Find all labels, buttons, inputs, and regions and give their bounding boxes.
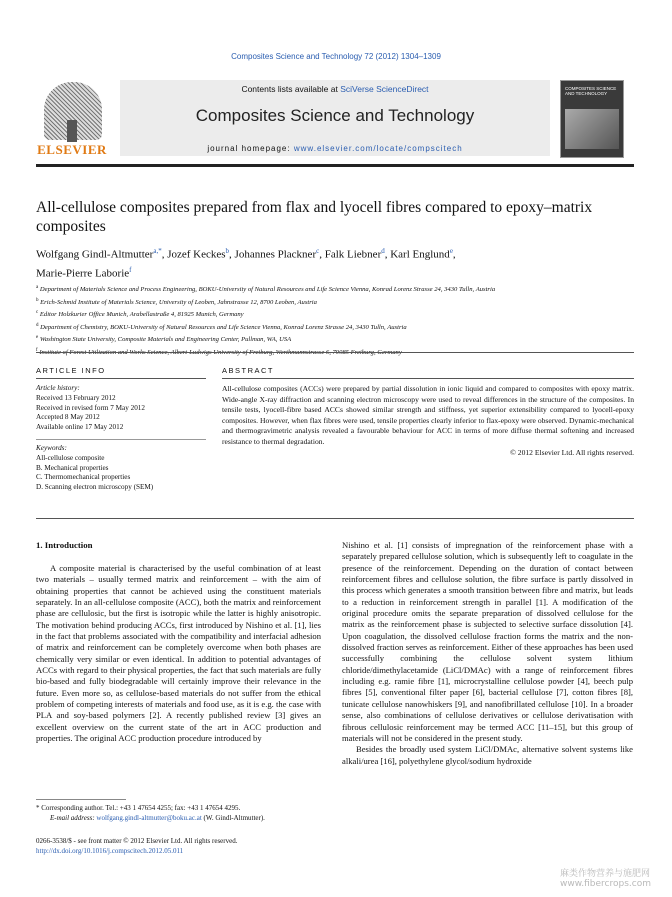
tree-trunk-icon: [67, 120, 77, 142]
body-paragraph: Besides the broadly used system LiCl/DMAc, alternative solvent systems like alkali/urea [16], polyethylene glycol/sodium hydroxide: [342, 744, 633, 766]
homepage-link[interactable]: www.elsevier.com/locate/compscitech: [293, 144, 463, 153]
contents-prefix: Contents lists available at: [241, 84, 338, 94]
contents-line: [120, 84, 550, 94]
footnote-divider: [36, 799, 126, 800]
info-divider: [36, 439, 206, 440]
abstract-copyright: © 2012 Elsevier Ltd. All rights reserved.: [510, 447, 634, 457]
masthead: [120, 80, 550, 156]
homepage-prefix: journal homepage:: [207, 144, 291, 153]
author-name: Falk Liebner: [324, 248, 382, 261]
author-affil-sup[interactable]: f: [129, 265, 132, 274]
affiliation-item: $^c$ Editor Holzkurier Office Munich, Arabellastraße 4, 81925 Munich, Germany: [36, 310, 244, 319]
author-name: Jozef Keckes: [167, 248, 226, 261]
author-name: Wolfgang Gindl-Altmutter: [36, 248, 154, 261]
affiliation-item: $^a$ Department of Materials Science and Process Engineering, BOKU-University of Natural Resources and Life Science Vienna, Konrad Lorenz Strasse 24, 3430 Tulln, Austria: [36, 285, 496, 294]
corresponding-author-note: * Corresponding author. Tel.: +43 1 47654 4255; fax: +43 1 47654 4295.: [36, 804, 241, 812]
author-name: Johannes Plackner: [234, 248, 317, 261]
article-info-heading: ARTICLE INFO: [36, 366, 106, 375]
article-info: [36, 384, 206, 493]
abstract-heading-divider: [222, 378, 634, 379]
affiliation-item: $^e$ Washington State University, Composite Materials and Engineering Center, Pullman, WA, USA: [36, 335, 292, 344]
author-affil-sup[interactable]: c: [316, 247, 320, 255]
author-name: Karl Englund: [390, 248, 450, 261]
abstract-text: All-cellulose composites (ACCs) were prepared by partial dissolution in ionic liquid and compared to composites with epoxy matrix. Wide-angle X-ray diffraction and scanning electron microscopy were used to reveal differences in the structure of the composites. In tensile tests, lyocell-fibre based ACCs showed similar strength and stiffness, yet superior extensibility compared to lyocell-epoxy composites. However, when flax fibres were used, tensile properties clearly inferior to flax-epoxy were observed. Dynamic-mechanical and thermogravimetric analysis revealed a favourable behaviour for ACC in terms of more diffuse thermal softening and increased resistance to thermal degradation.: [222, 384, 634, 446]
body-left-column: [36, 563, 321, 745]
affiliation-item: $^d$ Department of Chemistry, BOKU-University of Natural Resources and Life Science Vienna, Konrad Lorenz Strasse 24, 3430 Tulln, Austria: [36, 322, 407, 331]
abstract-body: [222, 384, 634, 458]
history-item: Available online 17 May 2012: [36, 423, 124, 432]
publication-footer: [36, 836, 436, 856]
journal-cover-thumbnail[interactable]: [560, 80, 624, 158]
author-affil-sup[interactable]: d: [381, 247, 385, 255]
doi-link[interactable]: http://dx.doi.org/10.1016/j.compscitech.2012.05.011: [36, 847, 184, 855]
author-name: Marie-Pierre Laborie: [36, 267, 130, 280]
email-line: [36, 813, 326, 823]
keyword-item: All-cellulose composite: [36, 453, 105, 462]
body-paragraph: A composite material is characterised by the useful combination of at least two materials – usually termed matrix and reinforcement – with the aim of obtaining properties that cannot be achieved using the constituent materials separately. In an all-cellulose composite (ACC), both the matrix and reinforcement phase are cellulosic, but the first is isotropic while the latter is highly anisotropic. The motivation behind producing ACCs, first introduced by Nishino et al. [1], lies in the fact that problems associated with the compatibility and interfacial adhesion of matrix and reinforcement can be completely overcome when both phases are chemically very similar or even identical. In addition to potential advantages of ACCs with regard to their physical properties, the fact that such materials are fully bio-based and fully biodegradable will certainly improve their relevance in the future. Even more so, as cellulose-based materials do not suffer from the ethical problem of competing interests of materials and food use, as it is e.g. the case with PLA and soy-based polymers [2]. A recently published review [3] gives an excellent overview on the current state of the art in ACC production and properties. The original ACC production procedure introduced by: [36, 563, 321, 744]
header-divider: [36, 164, 634, 167]
affiliations: [36, 283, 636, 359]
history-item: Received 13 February 2012: [36, 393, 116, 402]
author-affil-sup[interactable]: e: [449, 247, 453, 255]
email-label: E-mail address:: [50, 814, 95, 822]
body-right-column: [342, 540, 633, 767]
email-link[interactable]: wolfgang.gindl-altmutter@boku.ac.at: [96, 814, 202, 822]
history-label: Article history:: [36, 384, 80, 392]
abstract-heading: ABSTRACT: [222, 366, 275, 375]
keyword-item: B. Mechanical properties: [36, 463, 109, 472]
keyword-item: D. Scanning electron microscopy (SEM): [36, 483, 154, 492]
affiliation-item: f: [36, 347, 38, 353]
body-paragraph: Nishino et al. [1] consists of impregnation of the reinforcement phase with a separately prepared cellulose solution, which is subsequently left to coagulate in the presence of the reinforcement. Depending on the duration of contact between reinforcement fibres and cellulose solution, the fibre surface is partly dissolved in this process which generates a smooth transition between fibre and matrix, but leads to a reduction in reinforcement strength in parallel [1]. A modification of the original procedure omits the separate preparation of dissolved cellulose for the matrix as the reinforcement phase is subjected to selective surface dissolution [4]. Upon coagulation, the dissolved cellulose fraction forms the matrix and the non-dissolved fraction serves as reinforcement. Either of these approaches has been used successfully combining the cellulose solvent system lithium chloride/dimethylacetamide (LiCl/DMAc) with a range of reinforcement fibres including e.g. ramie fibre [1], microcrystalline cellulose powder [4], beech pulp fibres [5], conventional filter paper [6], bacterial cellulose [7], cotton fibres [8], tunicate cellulose nanowhiskers [9], and nanofibrillated cellulose [10]. In a broader sense, also combinations of cellulose derivatives or cellulose derivatisation with fibrous cellulosic reinforcement may be termed ACC [11–15], but this group of materials will not be considered in the present study.: [342, 540, 633, 743]
affiliation-divider: [36, 352, 634, 353]
info-heading-divider: [36, 378, 206, 379]
journal-banner: [36, 80, 634, 160]
email-suffix: (W. Gindl-Altmutter).: [203, 814, 265, 822]
journal-title: Composites Science and Technology: [195, 106, 475, 125]
abstract-divider: [36, 518, 634, 519]
journal-reference[interactable]: Composites Science and Technology 72 (2012) 1304–1309: [231, 52, 441, 61]
keywords-label: Keywords:: [36, 443, 67, 452]
homepage-line: [120, 144, 550, 153]
affiliation-item: $^b$ Erich-Schmid Institute of Materials Science, University of Leoben, Jahnstrasse 12, 8700 Leoben, Austria: [36, 297, 317, 306]
author-list: Wolfgang Gindl-Altmutter$^{a,*}$, Jozef Keckes$^b$, Johannes Plackner$^c$, Falk Liebner$^d$, Karl Englund$^e$, Marie-Pierre Laborie$^f$: [36, 247, 456, 280]
sciencedirect-link[interactable]: SciVerse ScienceDirect: [340, 84, 429, 94]
watermark: 麻类作物营养与施肥网 www.fibercrops.com: [560, 869, 651, 889]
cover-title: COMPOSITES SCIENCE AND TECHNOLOGY: [565, 86, 617, 96]
author-affil-sup[interactable]: b: [225, 247, 230, 255]
article-title: All-cellulose composites prepared from flax and lyocell fibres compared to epoxy–matrix composites: [36, 199, 593, 235]
issn-line: 0266-3538/$ - see front matter © 2012 Elsevier Ltd. All rights reserved.: [36, 837, 238, 845]
history-item: Accepted 8 May 2012: [36, 413, 100, 422]
introduction-heading: 1. Introduction: [36, 540, 93, 550]
history-item: Received in revised form 7 May 2012: [36, 403, 145, 412]
author-affil-sup[interactable]: a,*: [153, 247, 162, 255]
cover-image: [565, 109, 619, 149]
keyword-item: C. Thermomechanical properties: [36, 473, 131, 482]
publisher-name: ELSEVIER: [37, 142, 107, 157]
footnotes: [36, 803, 326, 823]
elsevier-logo[interactable]: [36, 80, 108, 160]
